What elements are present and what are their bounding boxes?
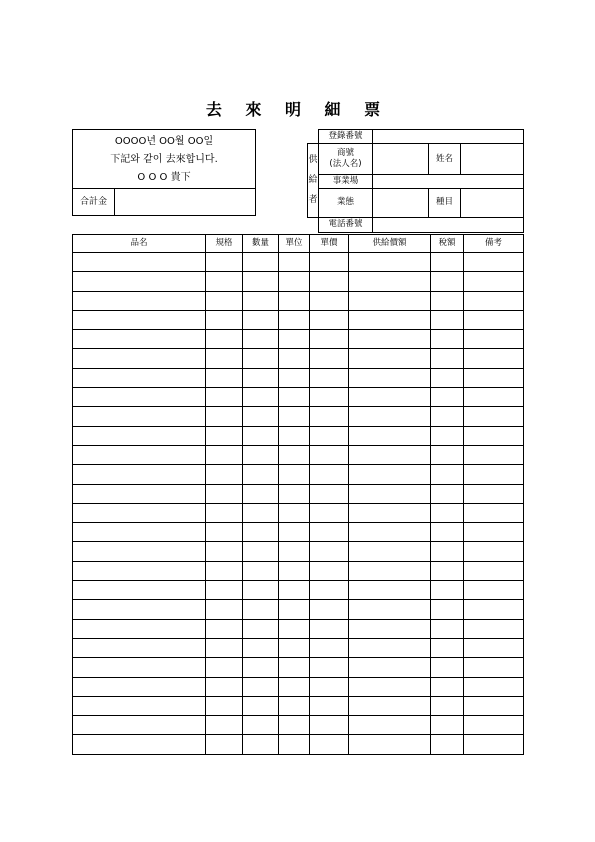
table-cell[interactable]	[431, 407, 464, 426]
table-cell[interactable]	[464, 523, 524, 542]
table-cell[interactable]	[310, 735, 349, 754]
table-cell[interactable]	[73, 349, 206, 368]
table-cell[interactable]	[73, 600, 206, 619]
table-cell[interactable]	[310, 291, 349, 310]
table-cell[interactable]	[206, 638, 243, 657]
table-cell[interactable]	[73, 388, 206, 407]
table-row	[73, 523, 524, 542]
table-cell[interactable]	[206, 600, 243, 619]
table-cell[interactable]	[464, 735, 524, 754]
table-cell[interactable]	[310, 503, 349, 522]
table-cell[interactable]	[279, 310, 310, 329]
table-cell[interactable]	[206, 619, 243, 638]
table-cell[interactable]	[464, 349, 524, 368]
table-row	[73, 696, 524, 715]
column-header: 單位	[279, 235, 310, 253]
table-cell[interactable]	[349, 600, 431, 619]
table-row	[73, 503, 524, 522]
company-label-line: (法人名)	[329, 159, 362, 170]
table-cell[interactable]	[73, 272, 206, 291]
table-cell[interactable]	[243, 310, 279, 329]
table-cell[interactable]	[73, 368, 206, 387]
table-cell[interactable]	[431, 388, 464, 407]
table-cell[interactable]	[279, 523, 310, 542]
table-cell[interactable]	[349, 484, 431, 503]
table-cell[interactable]	[310, 677, 349, 696]
table-row	[73, 484, 524, 503]
table-cell[interactable]	[464, 426, 524, 445]
table-cell[interactable]	[431, 735, 464, 754]
table-cell[interactable]	[206, 407, 243, 426]
column-header: 備考	[464, 235, 524, 253]
table-cell[interactable]	[279, 581, 310, 600]
table-cell[interactable]	[279, 658, 310, 677]
table-cell[interactable]	[73, 291, 206, 310]
table-cell[interactable]	[349, 696, 431, 715]
table-cell[interactable]	[243, 349, 279, 368]
table-cell[interactable]	[431, 658, 464, 677]
table-cell[interactable]	[431, 484, 464, 503]
table-row	[73, 368, 524, 387]
table-cell[interactable]	[310, 542, 349, 561]
table-cell[interactable]	[243, 600, 279, 619]
table-cell[interactable]	[464, 658, 524, 677]
table-cell[interactable]	[310, 523, 349, 542]
table-cell[interactable]	[243, 677, 279, 696]
table-cell[interactable]	[464, 716, 524, 735]
table-cell[interactable]	[464, 484, 524, 503]
table-cell[interactable]	[310, 272, 349, 291]
table-cell[interactable]	[73, 581, 206, 600]
table-cell[interactable]	[206, 561, 243, 580]
table-cell[interactable]	[349, 291, 431, 310]
table-cell[interactable]	[243, 426, 279, 445]
table-row	[73, 349, 524, 368]
table-cell[interactable]	[243, 503, 279, 522]
table-cell[interactable]	[73, 619, 206, 638]
workplace-field[interactable]	[373, 175, 524, 188]
table-cell[interactable]	[243, 561, 279, 580]
table-cell[interactable]	[279, 677, 310, 696]
table-row	[73, 542, 524, 561]
table-row	[73, 291, 524, 310]
table-cell[interactable]	[310, 658, 349, 677]
table-cell[interactable]	[206, 291, 243, 310]
table-cell[interactable]	[206, 349, 243, 368]
phone-number-label: 電話番號	[319, 217, 373, 232]
table-cell[interactable]	[279, 619, 310, 638]
table-cell[interactable]	[349, 619, 431, 638]
item-table-header	[73, 235, 524, 253]
table-cell[interactable]	[243, 619, 279, 638]
table-cell[interactable]	[73, 407, 206, 426]
column-header: 稅額	[431, 235, 464, 253]
table-cell[interactable]	[243, 445, 279, 464]
item-table	[72, 234, 524, 755]
table-cell[interactable]	[464, 600, 524, 619]
table-cell[interactable]	[243, 368, 279, 387]
table-cell[interactable]	[349, 445, 431, 464]
table-cell[interactable]	[349, 465, 431, 484]
table-cell[interactable]	[349, 561, 431, 580]
table-row	[73, 600, 524, 619]
table-cell[interactable]	[310, 484, 349, 503]
table-cell[interactable]	[206, 716, 243, 735]
table-cell[interactable]	[279, 696, 310, 715]
table-cell[interactable]	[243, 523, 279, 542]
table-cell[interactable]	[206, 330, 243, 349]
table-cell[interactable]	[310, 600, 349, 619]
table-cell[interactable]	[73, 445, 206, 464]
table-cell[interactable]	[73, 253, 206, 272]
table-cell[interactable]	[279, 272, 310, 291]
table-cell[interactable]	[349, 638, 431, 657]
table-cell[interactable]	[73, 658, 206, 677]
table-cell[interactable]	[310, 581, 349, 600]
registration-number-field[interactable]	[373, 130, 524, 144]
table-cell[interactable]	[464, 368, 524, 387]
table-row	[73, 445, 524, 464]
table-cell[interactable]	[73, 484, 206, 503]
table-cell[interactable]	[464, 253, 524, 272]
table-cell[interactable]	[431, 600, 464, 619]
table-cell[interactable]	[206, 388, 243, 407]
table-cell[interactable]	[349, 658, 431, 677]
table-cell[interactable]	[243, 253, 279, 272]
table-cell[interactable]	[73, 638, 206, 657]
table-cell[interactable]	[279, 735, 310, 754]
table-cell[interactable]	[464, 291, 524, 310]
table-cell[interactable]	[73, 716, 206, 735]
table-cell[interactable]	[464, 407, 524, 426]
table-cell[interactable]	[431, 677, 464, 696]
table-cell[interactable]	[431, 445, 464, 464]
table-cell[interactable]	[279, 407, 310, 426]
table-cell[interactable]	[310, 253, 349, 272]
table-cell[interactable]	[73, 426, 206, 445]
table-cell[interactable]	[464, 561, 524, 580]
statement-line: 下記와 같이 去來합니다.	[110, 154, 218, 165]
column-header: 品名	[73, 235, 206, 253]
table-cell[interactable]	[431, 542, 464, 561]
supplier-side-char: 供	[308, 155, 318, 166]
company-name-label	[319, 144, 373, 175]
table-cell[interactable]	[279, 484, 310, 503]
table-cell[interactable]	[349, 310, 431, 329]
table-cell[interactable]	[431, 310, 464, 329]
table-cell[interactable]	[73, 465, 206, 484]
supplier-side-label	[308, 144, 319, 218]
table-cell[interactable]	[243, 291, 279, 310]
table-cell[interactable]	[349, 330, 431, 349]
table-row	[73, 407, 524, 426]
table-cell[interactable]	[349, 542, 431, 561]
table-cell[interactable]	[310, 349, 349, 368]
column-header: 數量	[243, 235, 279, 253]
table-cell[interactable]	[243, 581, 279, 600]
table-cell[interactable]	[73, 330, 206, 349]
table-row	[73, 658, 524, 677]
table-cell[interactable]	[206, 735, 243, 754]
table-row	[73, 465, 524, 484]
table-cell[interactable]	[431, 561, 464, 580]
table-cell[interactable]	[279, 503, 310, 522]
table-cell[interactable]	[431, 581, 464, 600]
table-row	[73, 253, 524, 272]
table-cell[interactable]	[431, 638, 464, 657]
total-amount-field[interactable]	[115, 188, 255, 216]
registration-number-label: 登錄番號	[319, 130, 373, 144]
table-cell[interactable]	[349, 426, 431, 445]
table-cell[interactable]	[310, 696, 349, 715]
table-row	[73, 638, 524, 657]
table-cell[interactable]	[279, 465, 310, 484]
table-cell[interactable]	[310, 465, 349, 484]
business-type-label: 業態	[319, 188, 373, 217]
table-cell[interactable]	[349, 716, 431, 735]
column-header: 規格	[206, 235, 243, 253]
column-header: 供給價額	[349, 235, 431, 253]
table-cell[interactable]	[431, 696, 464, 715]
table-cell[interactable]	[279, 445, 310, 464]
table-cell[interactable]	[73, 561, 206, 580]
table-cell[interactable]	[310, 561, 349, 580]
company-label-line: 商號	[336, 148, 354, 159]
table-row	[73, 619, 524, 638]
table-row	[73, 272, 524, 291]
table-cell[interactable]	[279, 600, 310, 619]
business-item-label: 種目	[429, 188, 461, 217]
table-cell[interactable]	[279, 253, 310, 272]
table-cell[interactable]	[279, 388, 310, 407]
table-cell[interactable]	[206, 542, 243, 561]
table-cell[interactable]	[349, 523, 431, 542]
table-cell[interactable]	[279, 426, 310, 445]
table-cell[interactable]	[464, 330, 524, 349]
table-cell[interactable]	[431, 523, 464, 542]
document-title: 去 來 明 細 票	[205, 100, 390, 119]
table-cell[interactable]	[431, 291, 464, 310]
table-cell[interactable]	[310, 388, 349, 407]
table-cell[interactable]	[243, 542, 279, 561]
table-cell[interactable]	[73, 310, 206, 329]
table-cell[interactable]	[464, 310, 524, 329]
table-cell[interactable]	[243, 388, 279, 407]
table-row	[73, 388, 524, 407]
representative-name-field[interactable]	[461, 144, 524, 175]
table-cell[interactable]	[310, 445, 349, 464]
table-row	[73, 426, 524, 445]
table-cell[interactable]	[73, 523, 206, 542]
table-cell[interactable]	[310, 330, 349, 349]
table-cell[interactable]	[206, 310, 243, 329]
table-cell[interactable]	[464, 465, 524, 484]
table-cell[interactable]	[431, 426, 464, 445]
table-cell[interactable]	[310, 638, 349, 657]
table-cell[interactable]	[349, 735, 431, 754]
table-cell[interactable]	[206, 465, 243, 484]
table-cell[interactable]	[206, 658, 243, 677]
table-cell[interactable]	[243, 716, 279, 735]
table-cell[interactable]	[431, 465, 464, 484]
table-cell[interactable]	[206, 677, 243, 696]
table-row	[73, 561, 524, 580]
table-cell[interactable]	[464, 272, 524, 291]
table-cell[interactable]	[431, 619, 464, 638]
table-cell[interactable]	[464, 696, 524, 715]
table-cell[interactable]	[206, 523, 243, 542]
table-cell[interactable]	[279, 349, 310, 368]
table-cell[interactable]	[310, 426, 349, 445]
table-cell[interactable]	[464, 619, 524, 638]
table-cell[interactable]	[349, 368, 431, 387]
table-row	[73, 330, 524, 349]
table-cell[interactable]	[349, 272, 431, 291]
table-cell[interactable]	[243, 658, 279, 677]
table-cell[interactable]	[431, 716, 464, 735]
table-cell[interactable]	[243, 330, 279, 349]
table-cell[interactable]	[431, 368, 464, 387]
table-cell[interactable]	[349, 581, 431, 600]
table-cell[interactable]	[206, 445, 243, 464]
recipient-box	[72, 129, 256, 216]
supplier-side-char: 者	[308, 195, 318, 206]
table-cell[interactable]	[310, 716, 349, 735]
table-cell[interactable]	[310, 407, 349, 426]
phone-number-field[interactable]	[373, 217, 524, 232]
table-row	[73, 716, 524, 735]
column-header: 單價	[310, 235, 349, 253]
company-name-field[interactable]	[373, 144, 429, 175]
table-cell[interactable]	[349, 503, 431, 522]
table-row	[73, 735, 524, 754]
table-cell[interactable]	[73, 696, 206, 715]
table-cell[interactable]	[206, 253, 243, 272]
table-cell[interactable]	[243, 638, 279, 657]
table-cell[interactable]	[206, 484, 243, 503]
table-cell[interactable]	[73, 735, 206, 754]
table-cell[interactable]	[206, 503, 243, 522]
table-cell[interactable]	[464, 388, 524, 407]
supplier-block	[307, 129, 523, 233]
table-cell[interactable]	[349, 388, 431, 407]
table-row	[73, 310, 524, 329]
table-cell[interactable]	[243, 735, 279, 754]
total-amount-label: 合計金	[73, 188, 115, 216]
table-cell[interactable]	[279, 330, 310, 349]
table-cell[interactable]	[431, 349, 464, 368]
date-line: OOOO년 OO월 OO일	[114, 136, 214, 147]
table-cell[interactable]	[310, 368, 349, 387]
table-cell[interactable]	[310, 619, 349, 638]
table-cell[interactable]	[431, 253, 464, 272]
table-cell[interactable]	[206, 426, 243, 445]
table-cell[interactable]	[349, 677, 431, 696]
table-cell[interactable]	[243, 465, 279, 484]
table-cell[interactable]	[243, 696, 279, 715]
table-cell[interactable]	[243, 272, 279, 291]
table-cell[interactable]	[431, 272, 464, 291]
table-cell[interactable]	[73, 503, 206, 522]
table-cell[interactable]	[73, 677, 206, 696]
table-cell[interactable]	[279, 638, 310, 657]
table-cell[interactable]	[279, 368, 310, 387]
recipient-line: O O O 貴下	[137, 172, 191, 183]
table-cell[interactable]	[349, 253, 431, 272]
table-row	[73, 677, 524, 696]
table-cell[interactable]	[431, 503, 464, 522]
table-cell[interactable]	[464, 677, 524, 696]
table-cell[interactable]	[464, 542, 524, 561]
table-cell[interactable]	[279, 291, 310, 310]
supplier-table	[307, 129, 524, 233]
table-cell[interactable]	[73, 542, 206, 561]
table-cell[interactable]	[349, 407, 431, 426]
table-cell[interactable]	[431, 330, 464, 349]
table-cell[interactable]	[464, 445, 524, 464]
item-table-wrapper	[72, 234, 524, 755]
workplace-label: 事業場	[319, 175, 373, 188]
table-cell[interactable]	[464, 503, 524, 522]
table-cell[interactable]	[206, 272, 243, 291]
business-type-field[interactable]	[373, 188, 429, 217]
table-cell[interactable]	[206, 696, 243, 715]
recipient-greeting	[73, 130, 255, 189]
table-cell[interactable]	[464, 638, 524, 657]
table-cell[interactable]	[464, 581, 524, 600]
business-item-field[interactable]	[461, 188, 524, 217]
table-row	[73, 581, 524, 600]
table-cell[interactable]	[279, 542, 310, 561]
table-cell[interactable]	[206, 581, 243, 600]
supplier-side-char: 給	[308, 175, 318, 186]
table-cell[interactable]	[243, 407, 279, 426]
table-cell[interactable]	[279, 561, 310, 580]
table-cell[interactable]	[349, 349, 431, 368]
table-cell[interactable]	[243, 484, 279, 503]
table-cell[interactable]	[206, 368, 243, 387]
table-cell[interactable]	[279, 716, 310, 735]
table-cell[interactable]	[310, 310, 349, 329]
representative-name-label: 姓名	[429, 144, 461, 175]
